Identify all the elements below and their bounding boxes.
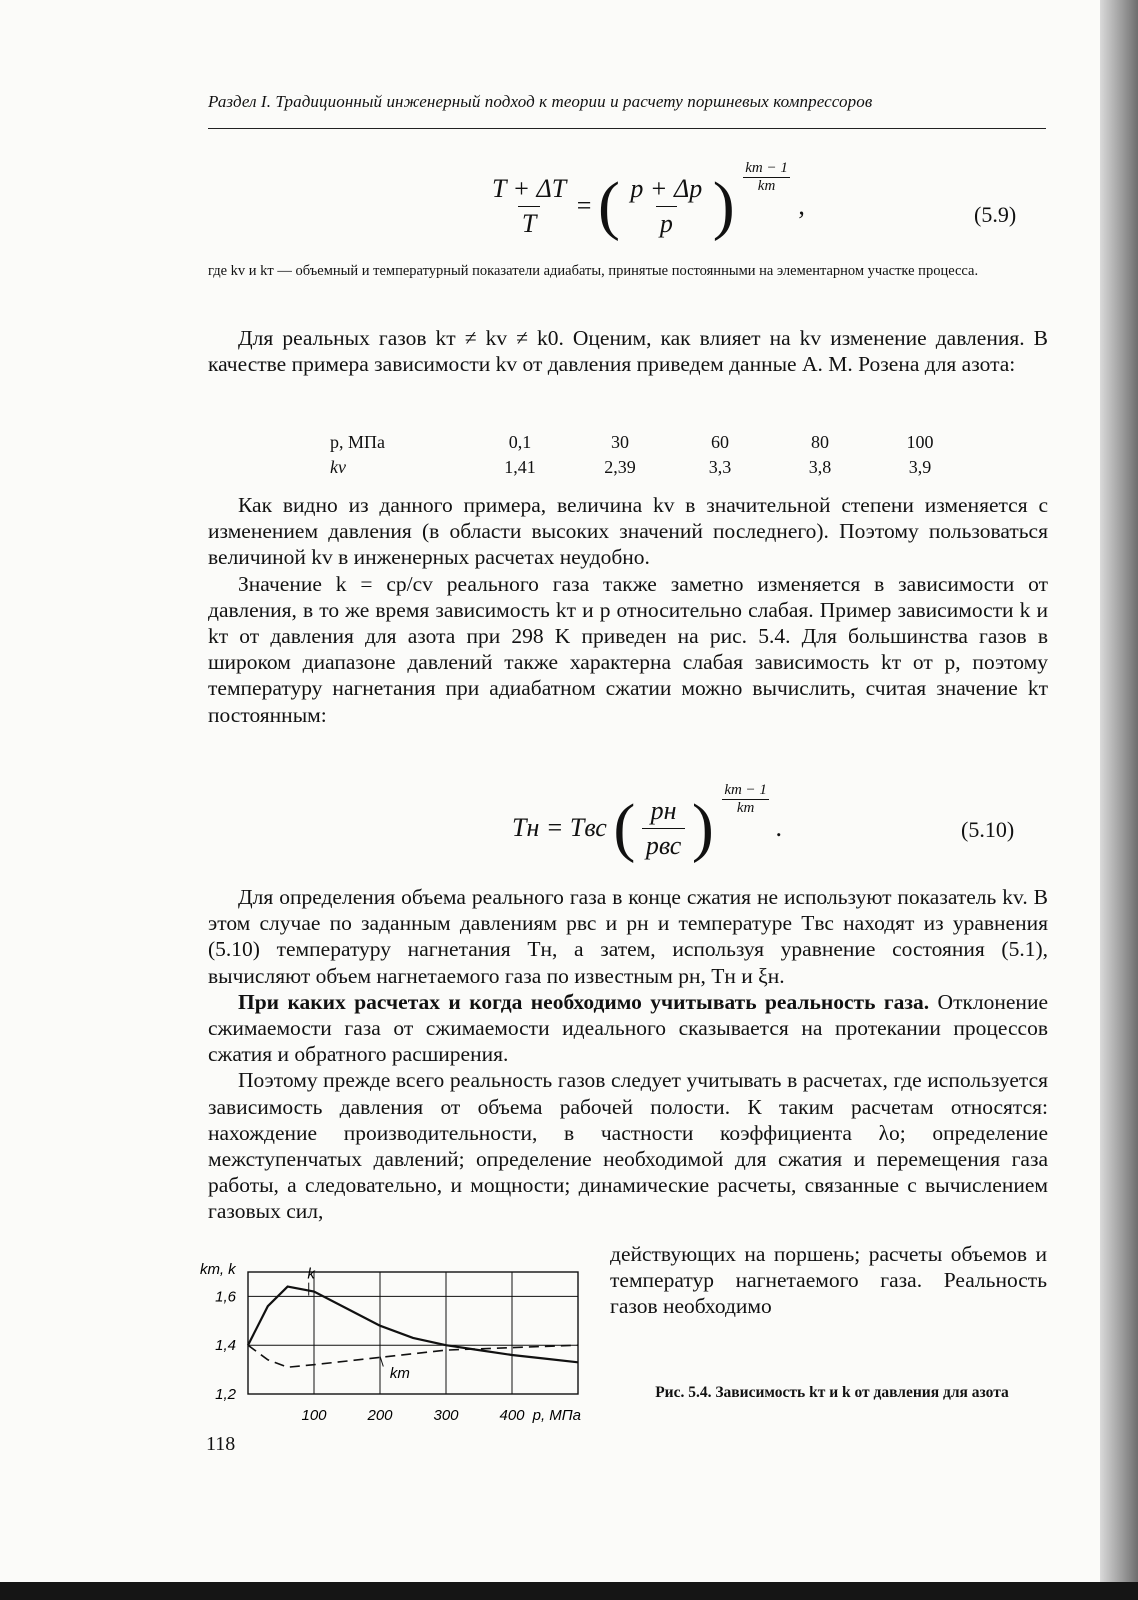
- series-label-k: k: [307, 1265, 315, 1283]
- y-tick-label: 1,2: [215, 1386, 236, 1403]
- equation-number-5-10: (5.10): [961, 817, 1015, 842]
- series-label-kt: kт: [389, 1364, 410, 1382]
- table-cell: 2,39: [604, 457, 636, 477]
- table-cell: 3,8: [808, 457, 832, 477]
- paragraphs-4-6: [208, 884, 1048, 1225]
- eq59-trailing-comma: ,: [798, 191, 805, 220]
- table-row: [330, 455, 970, 480]
- scan-bottom-border: [0, 1582, 1138, 1600]
- equation-number-5-9: (5.9): [974, 202, 1017, 227]
- paragraph-5-text: Отклонение сжимаемости газа от сжимаемости идеального сказывается на протекании процессов сжатия и обратного расширения.: [208, 989, 1048, 1067]
- paragraph-2-3: [208, 492, 1048, 728]
- table-cell: 0,1: [508, 432, 532, 452]
- eq510-lhs: Tн = Tвс: [512, 813, 607, 842]
- table-cell: 80: [811, 432, 829, 452]
- paragraph-1-text: Для реальных газов kт ≠ kv ≠ k0. Оценим, как влияет на kv изменение давления. В качестве примера зависимости kv от давления приведем данные А. М. Розена для азота:: [208, 326, 1048, 377]
- eq59-rhs-denominator: p: [656, 206, 677, 239]
- eq59-exponent: [743, 160, 790, 195]
- eq59-lhs-denominator: T: [518, 206, 540, 239]
- eq59-rhs-numerator: p + Δp: [630, 173, 703, 203]
- x-tick-label: 200: [367, 1407, 393, 1424]
- eq59-lhs-fraction: [488, 174, 570, 239]
- chart-svg: [196, 1258, 596, 1430]
- eq510-exponent-numerator: kт − 1: [724, 781, 767, 798]
- table-cell: 30: [611, 432, 629, 452]
- eq510-fraction: [642, 796, 685, 861]
- figure-5-4: [196, 1258, 596, 1435]
- equation-note: где kv и kт — объемный и температурный показатели адиабаты, принятые постоянными на элементарном участке процесса.: [208, 263, 979, 279]
- y-tick-label: 1,6: [215, 1288, 236, 1306]
- eq59-lhs-numerator: T + ΔT: [492, 173, 567, 203]
- table-cell: 3,9: [908, 457, 932, 477]
- page-edge-shadow: [1100, 0, 1138, 1600]
- eq510-exponent: [722, 782, 769, 817]
- paragraph-5-heading: При каких расчетах и когда необходимо учитывать реальность газа.: [238, 989, 930, 1014]
- paragraph-1: [208, 325, 1048, 377]
- eq59-exponent-numerator: kт − 1: [745, 159, 788, 176]
- figure-caption: Рис. 5.4. Зависимость kт и k от давления для азота: [655, 1384, 1009, 1401]
- header-rule: [208, 128, 1046, 129]
- equation-5-9: $\frac{T + \Delta T}{T}$ = ( $\frac{p + \Delta p}{p}$ ) kт − 1 kт ,: [488, 168, 805, 244]
- eq510-denominator: pвс: [642, 828, 685, 861]
- table-cell: 60: [711, 432, 729, 452]
- paragraph-6-continuation: действующих на поршень; расчеты объемов и температур нагнетаемого газа. Реальность газов необходимо: [610, 1242, 1047, 1319]
- y-tick-label: 1,4: [215, 1337, 236, 1355]
- table-row: [330, 430, 970, 455]
- table-row-label: kv: [330, 457, 346, 477]
- eq59-rhs-fraction: [626, 174, 706, 239]
- series-line-k: [248, 1287, 578, 1363]
- x-tick-label: 400: [499, 1407, 525, 1424]
- y-axis-label: kт, k: [200, 1261, 236, 1278]
- x-axis-label: p, МПа: [532, 1407, 581, 1424]
- paragraph-6-text: Поэтому прежде всего реальность газов следует учитывать в расчетах, где используется зависимость давления от объема рабочей полости. К таким расчетам относятся: нахождение производительности, в частности коэффициента λо; определение межступенчатых давлений; определение необходимой для сжатия и перемещения газа работы, а следовательно, и мощности; динамические расчеты, связанные с вычислением газовых сил,: [208, 1068, 1048, 1224]
- table-cell: 3,3: [708, 457, 732, 477]
- paragraph-3-text: Значение k = cp/cv реального газа также заметно изменяется в зависимости от давления, в то же время зависимость kт и p относительно слабая. Пример зависимости k и kт от давления для азота при 298 K приведен на рис. 5.4. Для большинства газов в широком диапазоне давлений также характерна слабая зависимость kт от p, поэтому температуру нагнетания при адиабатном сжатии можно вычислить, считая значение kт постоянным:: [208, 571, 1048, 727]
- eq59-exponent-denominator: kт: [757, 177, 776, 194]
- x-tick-label: 300: [433, 1407, 459, 1424]
- nitrogen-kv-table: [330, 430, 970, 480]
- equation-5-10: Tн = Tвс ( $\frac{pн}{\text{pвс}}$ ) kт − 1 kт .: [512, 781, 782, 864]
- running-header: Раздел I. Традиционный инженерный подход к теории и расчету поршневых компрессоров: [208, 92, 873, 111]
- eq510-exponent-denominator: kт: [736, 799, 755, 816]
- table-row-label: p, МПа: [330, 432, 385, 452]
- eq510-trailing-dot: .: [775, 813, 782, 842]
- table-cell: 100: [906, 432, 934, 452]
- chart-frame: [248, 1272, 578, 1394]
- paragraph-2-text: Как видно из данного примера, величина kv в значительной степени изменяется с изменением давления (в области высоких значений последнего). Поэтому пользоваться величиной kv в инженерных расчетах неудобно.: [208, 493, 1048, 570]
- paragraph-4-text: Для определения объема реального газа в конце сжатия не используют показатель kv. В этом случае по заданным давлениям pвс и pн и температуре Tвс находят из уравнения (5.10) температуру нагнетания Tн, а затем, используя уравнение состояния (5.1), вычисляют объем нагнетаемого газа по известным pн, Tн и ξн.: [208, 885, 1048, 988]
- x-tick-label: 100: [301, 1407, 327, 1424]
- page-number: 118: [206, 1433, 236, 1455]
- paragraph-5: [208, 989, 1048, 1068]
- table-cell: 1,41: [504, 457, 536, 477]
- eq510-numerator: pн: [650, 795, 677, 825]
